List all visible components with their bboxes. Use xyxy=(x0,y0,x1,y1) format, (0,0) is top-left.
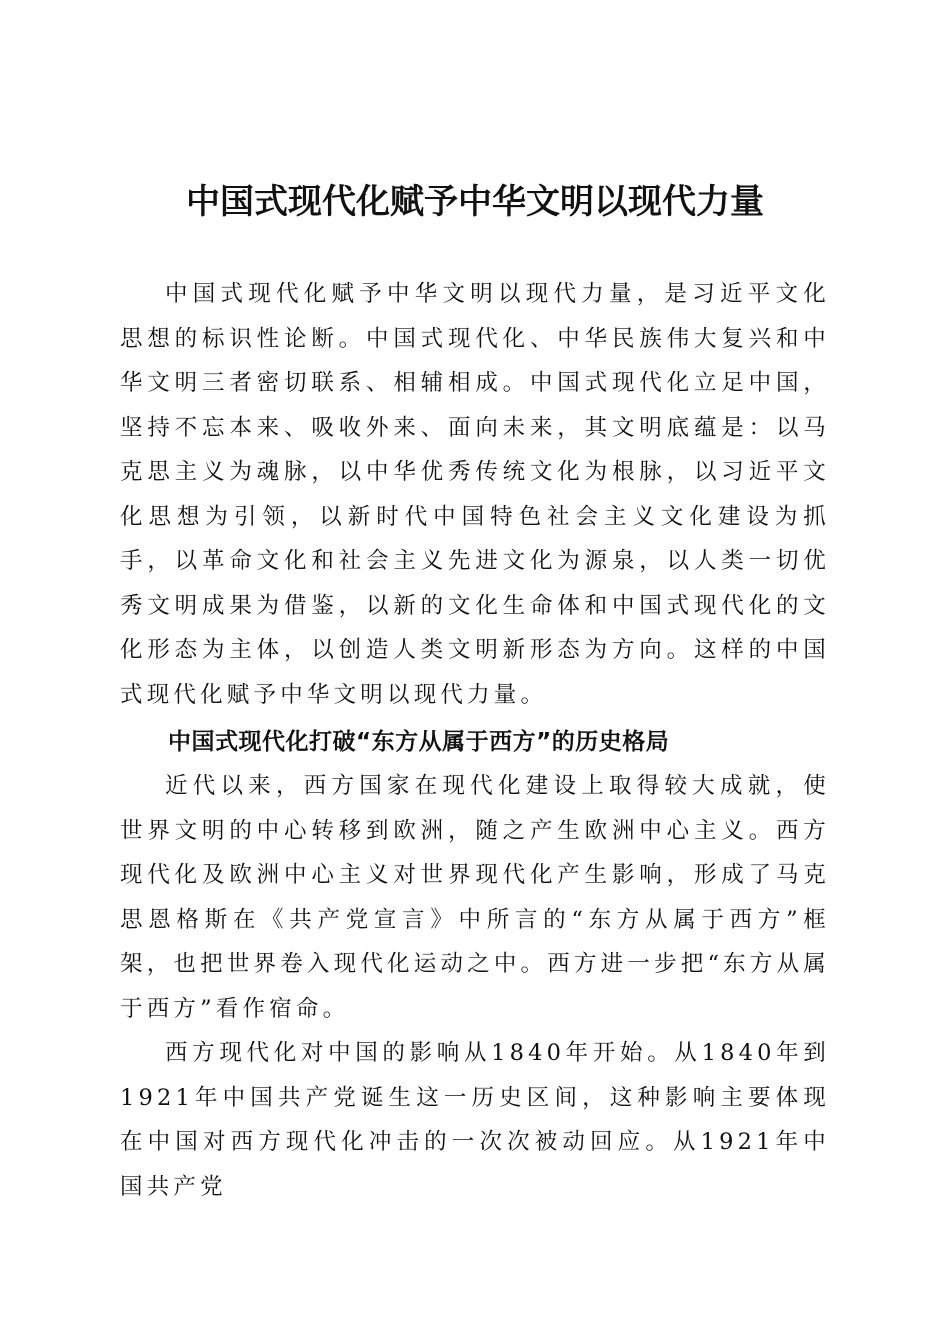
paragraph-1: 中国式现代化赋予中华文明以现代力量，是习近平文化思想的标识性论断。中国式现代化、中华民族伟大复兴和中华文明三者密切联系、相辅相成。中国式现代化立足中国，坚持不忘本来、吸收外来、面向未来，其文明底蕴是：以马克思主义为魂脉，以中华优秀传统文化为根脉，以习近平文化思想为引领，以新时代中国特色社会主义文化建设为抓手，以革命文化和社会主义先进文化为源泉，以人类一切优秀文明成果为借鉴，以新的文化生命体和中国式现代化的文化形态为主体，以创造人类文明新形态为方向。这样的中国式现代化赋予中华文明以现代力量。 xyxy=(120,281,830,708)
paragraph-3: 西方现代化对中国的影响从1840年开始。从1840年到1921年中国共产党诞生这一历史区间，这种影响主要体现在中国对西方现代化冲击的一次次被动回应。从1921年中国共产党 xyxy=(120,1040,830,1200)
paragraph-2: 近代以来，西方国家在现代化建设上取得较大成就，使世界文明的中心转移到欧洲，随之产生欧洲中心主义。西方现代化及欧洲中心主义对世界现代化产生影响，形成了马克思恩格斯在《共产党宣言》中所言的“东方从属于西方”框架，也把世界卷入现代化运动之中。西方进一步把“东方从属于西方”看作宿命。 xyxy=(120,773,830,1022)
section-heading: 中国式现代化打破“东方从属于西方”的历史格局 xyxy=(168,729,670,755)
body-section-1 xyxy=(120,272,830,717)
document-title: 中国式现代化赋予中华文明以现代力量 xyxy=(186,182,764,222)
body-section-2 xyxy=(120,764,830,1209)
